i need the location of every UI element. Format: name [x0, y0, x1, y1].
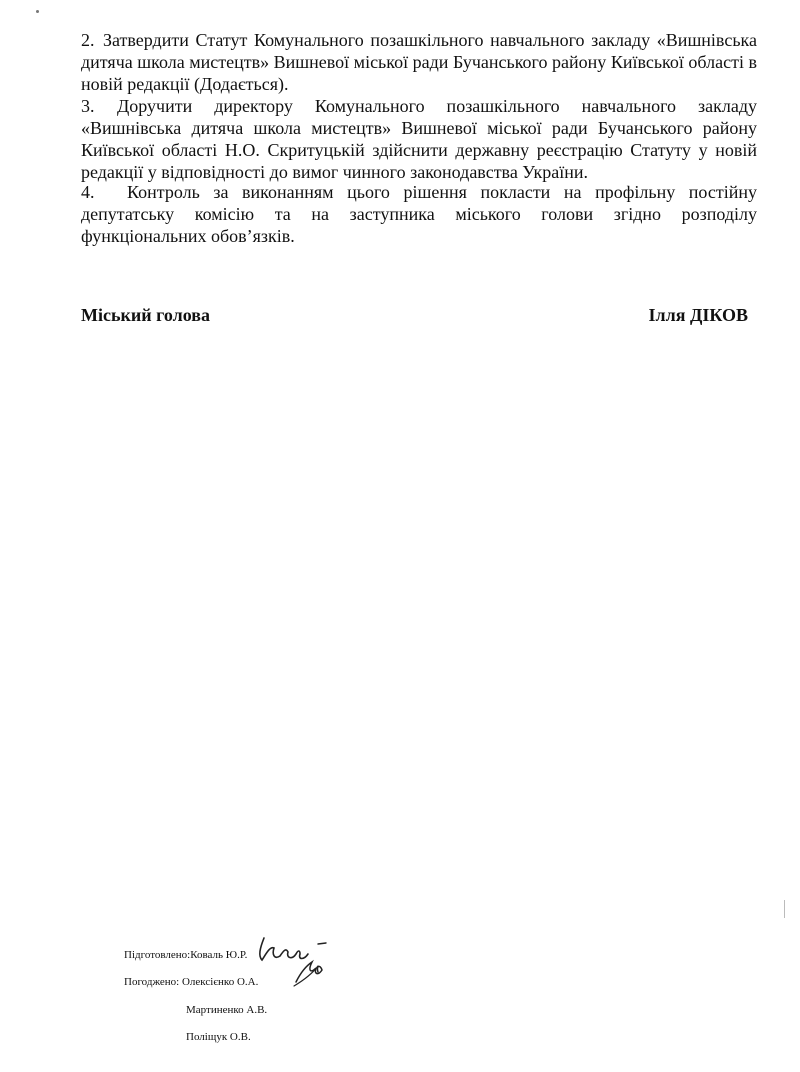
footer-agreed-3: Поліщук О.В.: [186, 1031, 251, 1043]
handwritten-signature-icon: [252, 930, 342, 990]
footer-agreed-2: Мартиненко А.В.: [186, 1004, 268, 1016]
item-2-text: Затвердити Статут Комунального позашкільного навчального закладу «Вишнівська дитяча школа мистецтв» Вишневої міської ради Бучанського району Київської області в новій редакції (Додається).: [81, 30, 757, 94]
item-3-number: 3.: [81, 96, 95, 116]
scan-margin-mark: [784, 900, 785, 918]
item-2-number: 2.: [81, 30, 95, 50]
item-4-number: 4.: [81, 182, 95, 202]
item-4-paragraph: [81, 181, 757, 247]
footer-prepared: Підготовлено:Коваль Ю.Р.: [124, 949, 248, 961]
signatory-position: Міський голова: [81, 305, 210, 325]
item-4-text: Контроль за виконанням цього рішення покласти на профільну постійну депутатську комісію та на заступника міського голови згідно розподілу функціональних обов’язків.: [81, 182, 757, 246]
scan-dot: [36, 10, 39, 13]
signatory-name: Ілля ДІКОВ: [648, 305, 748, 325]
item-3-paragraph: [81, 95, 757, 183]
item-3-text: Доручити директору Комунального позашкільного навчального закладу «Вишнівська дитяча школа мистецтв» Вишневої міської ради Бучанського району Київської області Н.О. Скритуцькій здійснити державну реєстрацію Статуту у новій редакції у відповідності до вимог чинного законодавства України.: [81, 96, 757, 182]
item-2-paragraph: [81, 29, 757, 95]
footer-agreed: Погоджено: Олексієнко О.А.: [124, 976, 259, 988]
